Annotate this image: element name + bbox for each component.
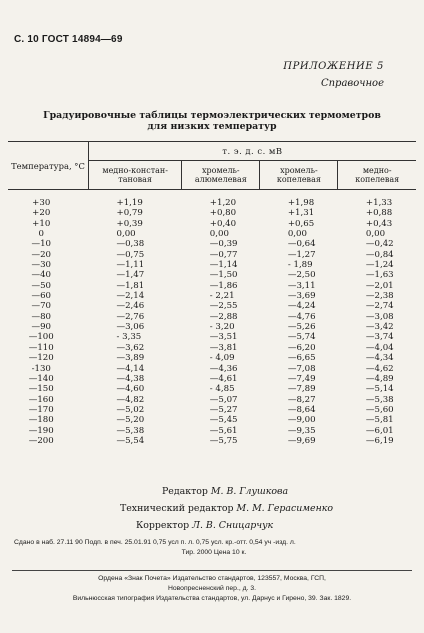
emf-value-cell: —7,49 xyxy=(287,373,316,384)
emf-value-cell: —5,26 xyxy=(287,322,316,333)
corrector-name: Л. В. Сницарчук xyxy=(192,520,274,531)
table-row xyxy=(8,415,416,425)
emf-value-cell: —1,81 xyxy=(116,280,145,291)
emf-value-cell: - 2,21 xyxy=(209,291,235,302)
temperature-cell: +20 xyxy=(32,208,51,219)
emf-value-cell: —5,74 xyxy=(287,332,316,343)
table-row xyxy=(8,291,416,301)
emf-value-cell: —0,77 xyxy=(209,249,238,260)
table-row xyxy=(8,332,416,342)
emf-value-cell: —3,89 xyxy=(116,353,145,364)
publisher-line-1: Ордена «Знак Почета» Издательство стандартов, 123557, Москва, ГСП, xyxy=(98,575,326,582)
emf-value-cell: —1,63 xyxy=(365,270,394,281)
emf-value-cell: —1,50 xyxy=(209,270,238,281)
emf-value-cell: —5,45 xyxy=(209,415,238,426)
table-row xyxy=(8,260,416,270)
appendix-note: Справочное xyxy=(320,78,384,89)
emf-value-cell: —0,38 xyxy=(116,239,145,250)
tech-editor-role: Технический редактор xyxy=(120,503,234,514)
emf-value-cell: —2,38 xyxy=(365,291,394,302)
emf-value-cell: —5,75 xyxy=(209,435,238,446)
table-row xyxy=(8,198,416,208)
emf-value-cell: —3,42 xyxy=(365,322,394,333)
emf-value-cell: —0,42 xyxy=(365,239,394,250)
emf-value-cell: —5,02 xyxy=(116,404,145,415)
temperature-cell: —110 xyxy=(28,342,54,353)
table-row xyxy=(8,426,416,436)
emf-value-cell: —5,61 xyxy=(209,425,238,436)
temperature-cell: —20 xyxy=(31,249,52,260)
table-row xyxy=(8,301,416,311)
emf-value-cell: —0,64 xyxy=(287,239,316,250)
graduation-table xyxy=(8,141,416,446)
temperature-cell: —190 xyxy=(28,425,54,436)
emf-value-cell: —5,54 xyxy=(116,435,145,446)
column-header-chromel-copel: хромель- копелевая xyxy=(260,161,338,190)
table-row xyxy=(8,374,416,384)
emf-value-cell: —4,14 xyxy=(116,363,145,374)
emf-value-cell: —0,39 xyxy=(209,239,238,250)
temperature-cell: —150 xyxy=(28,384,54,395)
emf-value-cell: —7,08 xyxy=(287,363,316,374)
emf-value-cell: —6,01 xyxy=(365,425,394,436)
tech-editor-name: М. М. Герасименко xyxy=(236,503,334,514)
emf-value-cell: —0,75 xyxy=(116,249,145,260)
emf-value-cell: —1,24 xyxy=(365,260,394,271)
emf-value-cell: —3,69 xyxy=(287,291,316,302)
temperature-cell: —40 xyxy=(31,270,52,281)
emf-value-cell: —5,38 xyxy=(116,425,145,436)
divider-rule xyxy=(12,570,412,571)
emf-value-cell: —9,35 xyxy=(287,425,316,436)
emf-value-cell: —6,19 xyxy=(365,435,394,446)
emf-value-cell: —4,82 xyxy=(116,394,145,405)
table-row xyxy=(8,384,416,394)
emf-value-cell: —5,07 xyxy=(209,394,238,405)
emf-value-cell: —2,01 xyxy=(365,280,394,291)
publisher-line-2: Новопресненский пер., д. 3. xyxy=(167,585,257,592)
temperature-cell: 0 xyxy=(38,229,44,240)
table-title-line-1: Градуировочные таблицы термоэлектрических термометров xyxy=(43,110,381,121)
table-row xyxy=(8,270,416,280)
temperature-cell: +10 xyxy=(32,218,51,229)
emf-value-cell: +1,31 xyxy=(287,208,315,219)
emf-value-cell: —6,65 xyxy=(287,353,316,364)
emf-value-cell: —4,04 xyxy=(365,342,394,353)
temperature-cell: —120 xyxy=(28,353,54,364)
print-info-line-2: Тир. 2000 Цена 10 к. xyxy=(181,549,247,556)
emf-value-cell: +0,80 xyxy=(209,208,237,219)
temperature-cell: —180 xyxy=(28,415,54,426)
emf-value-cell: —3,81 xyxy=(209,342,238,353)
emf-value-cell: —5,81 xyxy=(365,415,394,426)
table-row xyxy=(8,353,416,363)
emf-value-cell: —4,76 xyxy=(287,311,316,322)
table-row xyxy=(8,208,416,218)
emf-value-cell: —2,74 xyxy=(365,301,394,312)
editor-line xyxy=(120,483,424,500)
emf-value-cell: —2,76 xyxy=(116,311,145,322)
table-row xyxy=(8,322,416,332)
emf-value-cell: —0,84 xyxy=(365,249,394,260)
corrector-role: Корректор xyxy=(136,520,190,531)
emf-value-cell: —1,11 xyxy=(116,260,145,271)
table-body xyxy=(8,190,416,447)
emf-value-cell: —2,50 xyxy=(287,270,316,281)
emf-value-cell: —3,74 xyxy=(365,332,394,343)
emf-value-cell: —4,61 xyxy=(209,373,238,384)
emf-value-cell: —5,27 xyxy=(209,404,238,415)
publisher-line-3: Вильнюсская типография Издательства стандартов, ул. Дарнус и Гирено, 39. Зак. 1829. xyxy=(72,595,352,602)
temperature-cell: —160 xyxy=(28,394,54,405)
editor-name: М. В. Глушкова xyxy=(210,486,289,497)
table-row xyxy=(8,281,416,291)
column-header-copper-copel: медно- копелевая xyxy=(338,161,416,190)
emf-value-cell: —2,14 xyxy=(116,291,145,302)
tech-editor-line xyxy=(120,500,424,517)
emf-value-cell: 0,00 xyxy=(365,229,386,240)
temperature-cell: —200 xyxy=(28,435,54,446)
emf-value-cell: —2,46 xyxy=(116,301,145,312)
emf-value-cell: +0,88 xyxy=(365,208,393,219)
emf-value-cell: —5,14 xyxy=(365,384,394,395)
table-row xyxy=(8,395,416,405)
table-title xyxy=(0,110,424,132)
emf-value-cell: —3,62 xyxy=(116,342,145,353)
temperature-cell: —80 xyxy=(31,311,52,322)
temperature-cell: —70 xyxy=(31,301,52,312)
emf-value-cell: - 3,20 xyxy=(209,322,235,333)
emf-value-cell: —4,62 xyxy=(365,363,394,374)
emf-value-cell: —8,27 xyxy=(287,394,316,405)
table-title-line-2: для низких температур xyxy=(147,121,277,132)
emf-value-cell: +0,43 xyxy=(365,218,393,229)
emf-value-cell: +0,65 xyxy=(287,218,315,229)
emf-value-cell: 0,00 xyxy=(116,229,136,240)
table-row xyxy=(8,219,416,229)
emf-value-cell: +1,19 xyxy=(116,198,143,208)
emf-value-cell: 0,00 xyxy=(209,229,229,240)
emf-value-cell: +0,40 xyxy=(209,218,237,229)
emf-value-cell: +1,33 xyxy=(365,198,393,208)
emf-value-cell: —4,38 xyxy=(116,373,145,384)
emf-value-cell: —2,55 xyxy=(209,301,238,312)
editor-role: Редактор xyxy=(162,486,208,497)
column-header-chromel-alumel: хромель- алюмелевая xyxy=(182,161,260,190)
corrector-line xyxy=(120,517,424,534)
emf-value-cell: —6,20 xyxy=(287,342,316,353)
emf-value-cell: —1,47 xyxy=(116,270,145,281)
page-header-standard: С. 10 ГОСТ 14894—69 xyxy=(14,34,123,45)
print-info xyxy=(14,538,414,558)
publisher-info xyxy=(10,574,414,604)
emf-value-cell: —5,38 xyxy=(365,394,394,405)
table-row xyxy=(8,364,416,374)
appendix-number: ПРИЛОЖЕНИЕ 5 xyxy=(283,61,384,72)
emf-value-cell: —4,89 xyxy=(365,373,394,384)
table-row xyxy=(8,436,416,446)
emf-value-cell: —5,60 xyxy=(365,404,394,415)
temperature-cell: —10 xyxy=(31,239,52,250)
print-info-line-1: Сдано в наб. 27.11 90 Подп. в печ. 25.01.91 0,75 усл п. л. 0,75 усл. кр.-отт. 0,54 уч -изд. л. xyxy=(14,539,296,546)
temperature-cell: —90 xyxy=(31,322,52,333)
table-row xyxy=(8,229,416,239)
emf-value-cell: —7,89 xyxy=(287,384,316,395)
emf-value-cell: —5,20 xyxy=(116,415,145,426)
emf-value-cell: +1,98 xyxy=(287,198,315,208)
temperature-cell: —100 xyxy=(28,332,54,343)
emf-value-cell: —9,69 xyxy=(287,435,316,446)
temperature-cell: —140 xyxy=(28,373,54,384)
emf-value-cell: +0,79 xyxy=(116,208,143,219)
emf-value-cell: —1,14 xyxy=(209,260,238,271)
emf-value-cell: —4,60 xyxy=(116,384,145,395)
appendix-label xyxy=(283,58,384,92)
emf-value-cell: - 4,09 xyxy=(209,353,235,364)
table-row xyxy=(8,239,416,249)
column-header-copper-constantan: медно-констан- тановая xyxy=(89,161,182,190)
emf-value-cell: +0,39 xyxy=(116,218,143,229)
table-row xyxy=(8,312,416,322)
emf-value-cell: —1,86 xyxy=(209,280,238,291)
temperature-cell: -130 xyxy=(31,363,51,374)
temperature-cell: —30 xyxy=(31,260,52,271)
emf-value-cell: —4,24 xyxy=(287,301,316,312)
emf-value-cell: —8,64 xyxy=(287,404,316,415)
temperature-header: Температура, °С xyxy=(8,142,89,190)
temperature-cell: —170 xyxy=(28,404,54,415)
table-row xyxy=(8,343,416,353)
emf-value-cell: - 3,35 xyxy=(116,332,142,343)
emf-value-cell: —3,06 xyxy=(116,322,145,333)
emf-value-cell: —4,36 xyxy=(209,363,238,374)
emf-value-cell: 0,00 xyxy=(287,229,307,240)
temperature-cell: —50 xyxy=(31,280,52,291)
emf-value-cell: - 4,85 xyxy=(209,384,235,395)
emf-value-cell: —9,00 xyxy=(287,415,316,426)
table-row xyxy=(8,405,416,415)
editors-block xyxy=(120,483,424,534)
emf-value-cell: —2,88 xyxy=(209,311,238,322)
emf-value-cell: —3,11 xyxy=(287,280,316,291)
emf-value-cell: —3,51 xyxy=(209,332,238,343)
emf-value-cell: +1,20 xyxy=(209,198,237,208)
emf-group-header: т. э. д. с. мВ xyxy=(89,142,417,161)
emf-value-cell: —4,34 xyxy=(365,353,394,364)
emf-value-cell: —1,27 xyxy=(287,249,316,260)
emf-value-cell: - 1,89 xyxy=(287,260,313,271)
emf-value-cell: —3,08 xyxy=(365,311,394,322)
table-row xyxy=(8,250,416,260)
temperature-cell: +30 xyxy=(32,198,51,208)
temperature-cell: —60 xyxy=(31,291,52,302)
